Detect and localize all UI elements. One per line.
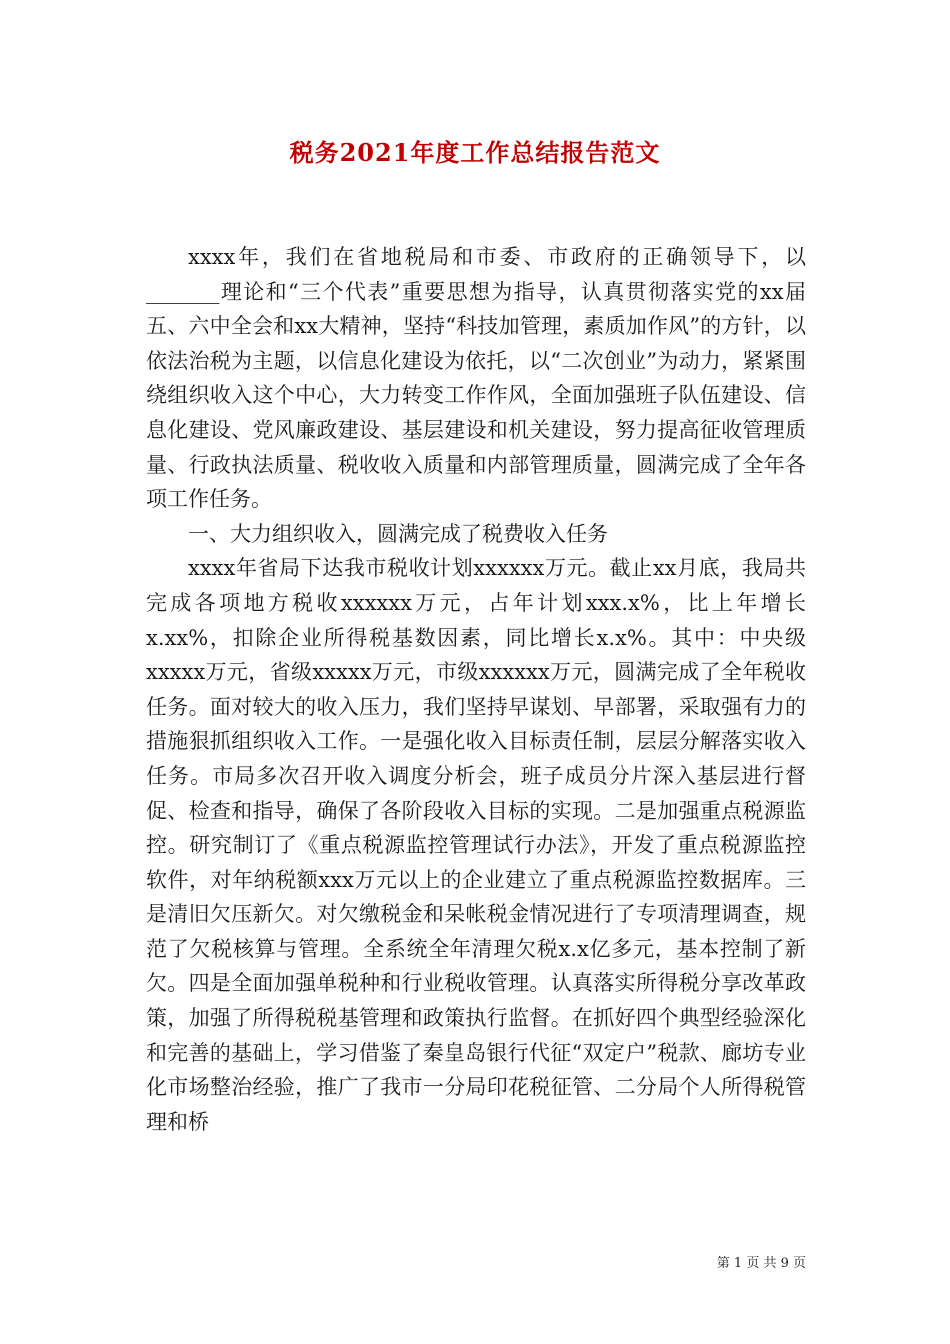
paragraph-intro: xxxx年，我们在省地税局和市委、市政府的正确领导下，以_______理论和“三个代表”重要思想为指导，认真贯彻落实党的xx届五、六中全会和xx大精神，坚持“科技加管理，素质加作风”的方针，以依法治税为主题，以信息化建设为依托，以“二次创业”为动力，紧紧围绕组织收入这个中心，大力转变工作作风，全面加强班子队伍建设、信息化建设、党风廉政建设、基层建设和机关建设，努力提高征收管理质量、行政执法质量、税收收入质量和内部管理质量，圆满完成了全年各项工作任务。: [146, 245, 806, 512]
page-number-footer: 第 1 页 共 9 页: [716, 1256, 806, 1271]
section-heading-1: 一、大力组织收入，圆满完成了税费收入任务: [188, 521, 608, 546]
paragraph-revenue: xxxx年省局下达我市税收计划xxxxxx万元。截止xx月底，我局共完成各项地方税收xxxxxx万元，占年计划xxx.x%，比上年增长x.xx%，扣除企业所得税基数因素，同比增长x.x%。其中：中央级xxxxx万元，省级xxxxx万元，市级xxxxxx万元，圆满完成了全年税收任务。面对较大的收入压力，我们坚持早谋划、早部署，采取强有力的措施狠抓组织收入工作。一是强化收入目标责任制，层层分解落实收入任务。市局多次召开收入调度分析会，班子成员分片深入基层进行督促、检查和指导，确保了各阶段收入目标的实现。二是加强重点税源监控。研究制订了《重点税源监控管理试行办法》，开发了重点税源监控软件，对年纳税额xxx万元以上的企业建立了重点税源监控数据库。三是清旧欠压新欠。对欠缴税金和呆帐税金情况进行了专项清理调查，规范了欠税核算与管理。全系统全年清理欠税x.x亿多元，基本控制了新欠。四是全面加强单税种和行业税收管理。认真落实所得税分享改革政策，加强了所得税税基管理和政策执行监督。在抓好四个典型经验深化和完善的基础上，学习借鉴了秦皇岛银行代征“双定户”税款、廊坊专业化市场整治经验，推广了我市一分局印花税征管、二分局个人所得税管理和桥: [146, 556, 806, 1134]
document-body: [146, 240, 806, 1139]
document-title: 税务2021年度工作总结报告范文: [289, 138, 661, 167]
